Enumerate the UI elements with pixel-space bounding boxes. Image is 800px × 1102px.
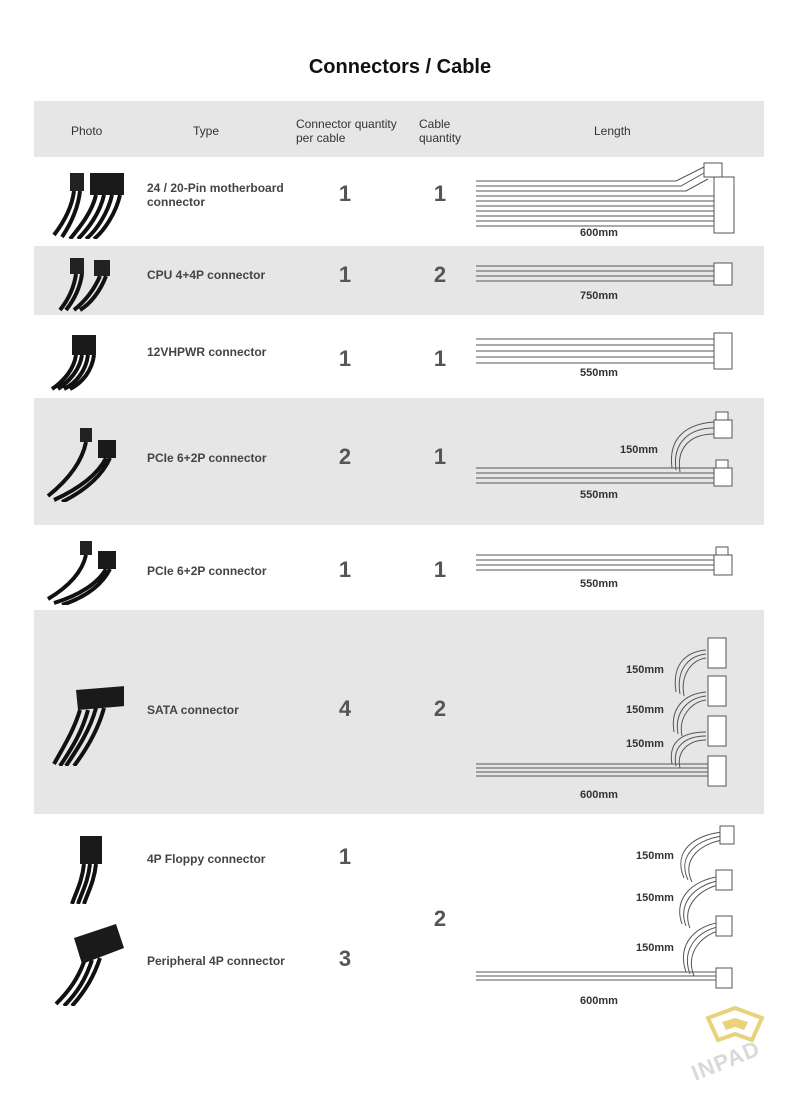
pcie-connector-photo (44, 422, 124, 502)
row-type: 4P Floppy connector (147, 852, 266, 866)
branch-length-label: 150mm (626, 738, 664, 750)
watermark-text: INPAD (687, 1035, 764, 1086)
cable-qty: 1 (433, 181, 447, 206)
connector-qty: 3 (338, 946, 352, 971)
row-type-line2: connector (147, 195, 206, 209)
cable-diagram (476, 398, 766, 525)
row-type (147, 181, 297, 209)
cable-diagram (476, 525, 766, 610)
table-row (34, 315, 764, 398)
cable-qty: 1 (433, 346, 447, 371)
sata-connector-photo (44, 680, 124, 766)
cable-diagram (476, 246, 766, 315)
connector-qty: 2 (338, 444, 352, 469)
length-label: 750mm (580, 290, 618, 302)
table-row (34, 157, 764, 246)
cable-diagram (476, 814, 766, 1014)
header-connector-qty (296, 117, 397, 145)
header-connector-qty-line2: per cable (296, 131, 346, 145)
branch-length-label: 150mm (636, 850, 674, 862)
length-label: 600mm (580, 789, 618, 801)
branch-length-label: 150mm (636, 892, 674, 904)
connector-qty: 1 (338, 557, 352, 582)
cable-qty: 2 (433, 696, 447, 721)
connector-qty: 1 (338, 181, 352, 206)
connector-qty: 1 (338, 844, 352, 869)
cable-diagram (476, 315, 766, 398)
row-type: Peripheral 4P connector (147, 954, 285, 968)
cable-qty: 1 (433, 557, 447, 582)
row-type: PCIe 6+2P connector (147, 451, 267, 465)
table-row (34, 610, 764, 814)
table-header (34, 101, 764, 157)
row-type: PCIe 6+2P connector (147, 564, 267, 578)
table-row (34, 525, 764, 610)
header-cable-qty (419, 117, 461, 145)
cpu-connector-photo (44, 252, 124, 312)
row-type: CPU 4+4P connector (147, 268, 266, 282)
table-row-group (34, 814, 764, 1014)
cable-qty: 2 (433, 906, 447, 931)
length-label: 600mm (580, 995, 618, 1007)
length-label: 550mm (580, 578, 618, 590)
header-cable-qty-line2: quantity (419, 131, 462, 145)
connector-qty: 4 (338, 696, 352, 721)
cable-diagram (476, 157, 766, 246)
table-row (34, 246, 764, 315)
branch-length-label: 150mm (626, 664, 664, 676)
cable-qty: 1 (433, 444, 447, 469)
motherboard-connector-photo (44, 167, 124, 239)
header-length: Length (594, 124, 631, 138)
peripheral-connector-photo (44, 918, 124, 1006)
length-label: 550mm (580, 489, 618, 501)
cable-diagram (476, 610, 766, 814)
cable-qty: 2 (433, 262, 447, 287)
connector-qty: 1 (338, 262, 352, 287)
branch-length-label: 150mm (636, 942, 674, 954)
connector-qty: 1 (338, 346, 352, 371)
12vhpwr-connector-photo (44, 329, 124, 391)
branch-length-label: 150mm (620, 444, 658, 456)
header-cable-qty-line1: Cable (419, 117, 451, 131)
row-type-line1: 24 / 20-Pin motherboard (147, 181, 284, 195)
header-photo: Photo (71, 124, 103, 138)
length-label: 550mm (580, 367, 618, 379)
pcie-connector-photo (44, 535, 124, 605)
row-type: SATA connector (147, 703, 239, 717)
branch-length-label: 150mm (626, 704, 664, 716)
length-label: 600mm (580, 227, 618, 239)
table-row (34, 398, 764, 525)
row-type: 12VHPWR connector (147, 345, 267, 359)
page-title: Connectors / Cable (308, 56, 492, 78)
floppy-connector-photo (44, 832, 124, 904)
header-type: Type (193, 124, 220, 138)
header-connector-qty-line1: Connector quantity (296, 117, 397, 131)
